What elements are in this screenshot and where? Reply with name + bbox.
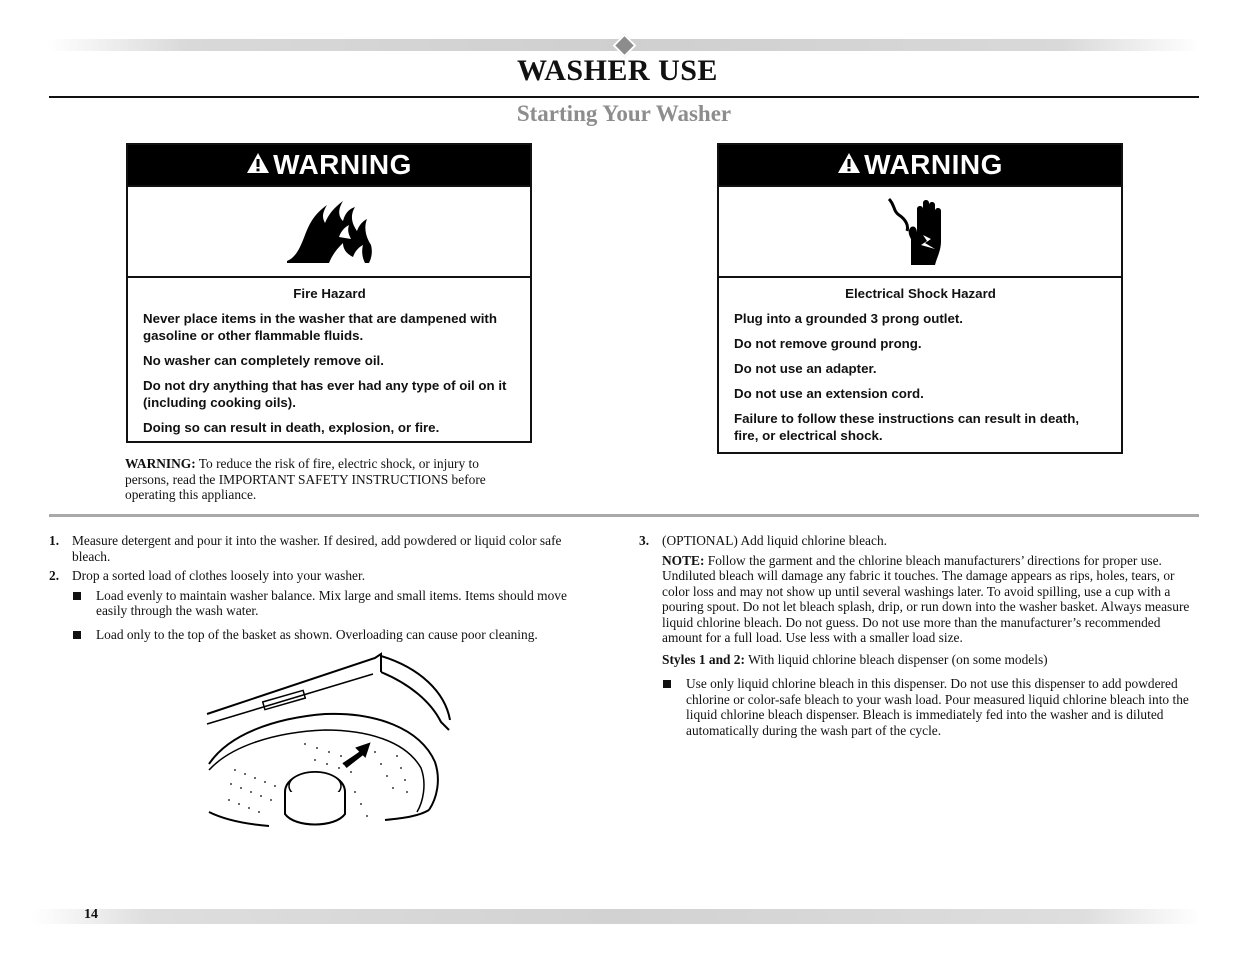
warning-triangle-icon (837, 149, 861, 181)
fire-icon-panel (128, 185, 530, 278)
fire-warning-line: Do not dry anything that has ever had any type of oil on it (including cooking oils). (143, 378, 507, 410)
styles-label: Styles 1 and 2: (662, 651, 745, 667)
step-item (639, 533, 1197, 549)
note-text: Follow the garment and the chlorine bleach manufacturers’ directions for proper use. Undiluted bleach will damage any fabric it touches. The damage appears as rips, holes, tears, or color loss and may not show up until several washings later. To avoid spilling, use a cup with a pouring spout. Do not let bleach splash, drip, or run down into the washer basket. Always measure liquid chlorine bleach. Do not guess. Do not use more than the manufacturer’s recommended amount for a full load. Use less with a smaller load size. (662, 552, 1190, 645)
bullet-text: Use only liquid chlorine bleach in this dispenser. Do not use this dispenser to add powdered chlorine or color-safe bleach to your wash load. Pour measured liquid chlorine bleach into the liquid chlorine bleach dispenser. Bleach is immediately fed into the washer and is diluted automatically during the wash part of the cycle. (686, 676, 1189, 738)
fire-warning-header (128, 145, 530, 185)
fire-warning-line: No washer can completely remove oil. (143, 353, 384, 368)
fire-warning-line: Never place items in the washer that are dampened with gasoline or other flammable fluids. (143, 311, 497, 343)
steps-right-column (639, 533, 1197, 738)
bullet-square-icon (73, 592, 81, 600)
fire-warning-heading: WARNING (273, 149, 412, 180)
step-number: 1. (49, 533, 60, 548)
step-bullet (639, 676, 1197, 738)
section-divider (49, 514, 1199, 517)
fire-warning-body (128, 278, 530, 452)
shock-warning-line: Do not use an adapter. (734, 361, 877, 376)
step-text: Measure detergent and pour it into the washer. If desired, add powdered or liquid color safe bleach. (72, 533, 562, 564)
fire-warning-box (126, 143, 532, 443)
step-number: 3. (639, 533, 650, 548)
safety-note-text: To reduce the risk of fire, electric shock, or injury to persons, read the IMPORTANT SAFETY INSTRUCTIONS before operating this appliance. (125, 456, 486, 502)
title-divider (49, 96, 1199, 98)
step-note (662, 553, 1197, 646)
page-title: WASHER USE (517, 54, 718, 87)
note-label: NOTE: (662, 552, 705, 568)
washer-basket-illustration (205, 652, 455, 832)
styles-note (662, 652, 1197, 668)
shock-warning-heading: WARNING (864, 149, 1003, 180)
safety-note (125, 456, 525, 503)
step-item (49, 533, 601, 564)
footer-decor-bar (32, 909, 1200, 924)
shock-warning-line: Do not use an extension cord. (734, 386, 924, 401)
shock-icon-panel (719, 185, 1121, 278)
warning-triangle-icon (246, 149, 270, 181)
step-text: Drop a sorted load of clothes loosely into your washer. (72, 568, 366, 583)
shock-warning-line: Do not remove ground prong. (734, 336, 922, 351)
fire-warning-line: Doing so can result in death, explosion, or fire. (143, 420, 440, 435)
bullet-square-icon (663, 680, 671, 688)
bullet-square-icon (73, 631, 81, 639)
shock-warning-box (717, 143, 1123, 454)
safety-note-label: WARNING: (125, 456, 196, 471)
fire-hazard-icon (283, 197, 375, 267)
step-number: 2. (49, 568, 60, 583)
styles-text: With liquid chlorine bleach dispenser (on some models) (744, 651, 1048, 667)
shock-warning-line: Plug into a grounded 3 prong outlet. (734, 311, 963, 326)
step-text: (OPTIONAL) Add liquid chlorine bleach. (662, 533, 887, 548)
bullet-text: Load only to the top of the basket as shown. Overloading can cause poor cleaning. (96, 626, 538, 642)
shock-warning-line: Failure to follow these instructions can result in death, fire, or electrical shock. (734, 411, 1080, 443)
step-item (49, 568, 601, 584)
shock-warning-body (719, 278, 1121, 460)
step-bullet (49, 588, 601, 619)
step-bullet (49, 627, 601, 643)
bullet-text: Load evenly to maintain washer balance. Mix large and small items. Items should move easily through the wash water. (96, 587, 567, 618)
section-subtitle: Starting Your Washer (516, 101, 732, 126)
page-number: 14 (84, 907, 98, 922)
shock-hazard-title: Electrical Shock Hazard (845, 286, 996, 301)
steps-left-column (49, 533, 601, 650)
fire-hazard-title: Fire Hazard (293, 286, 366, 301)
electrical-shock-icon (885, 195, 955, 269)
shock-warning-header (719, 145, 1121, 185)
